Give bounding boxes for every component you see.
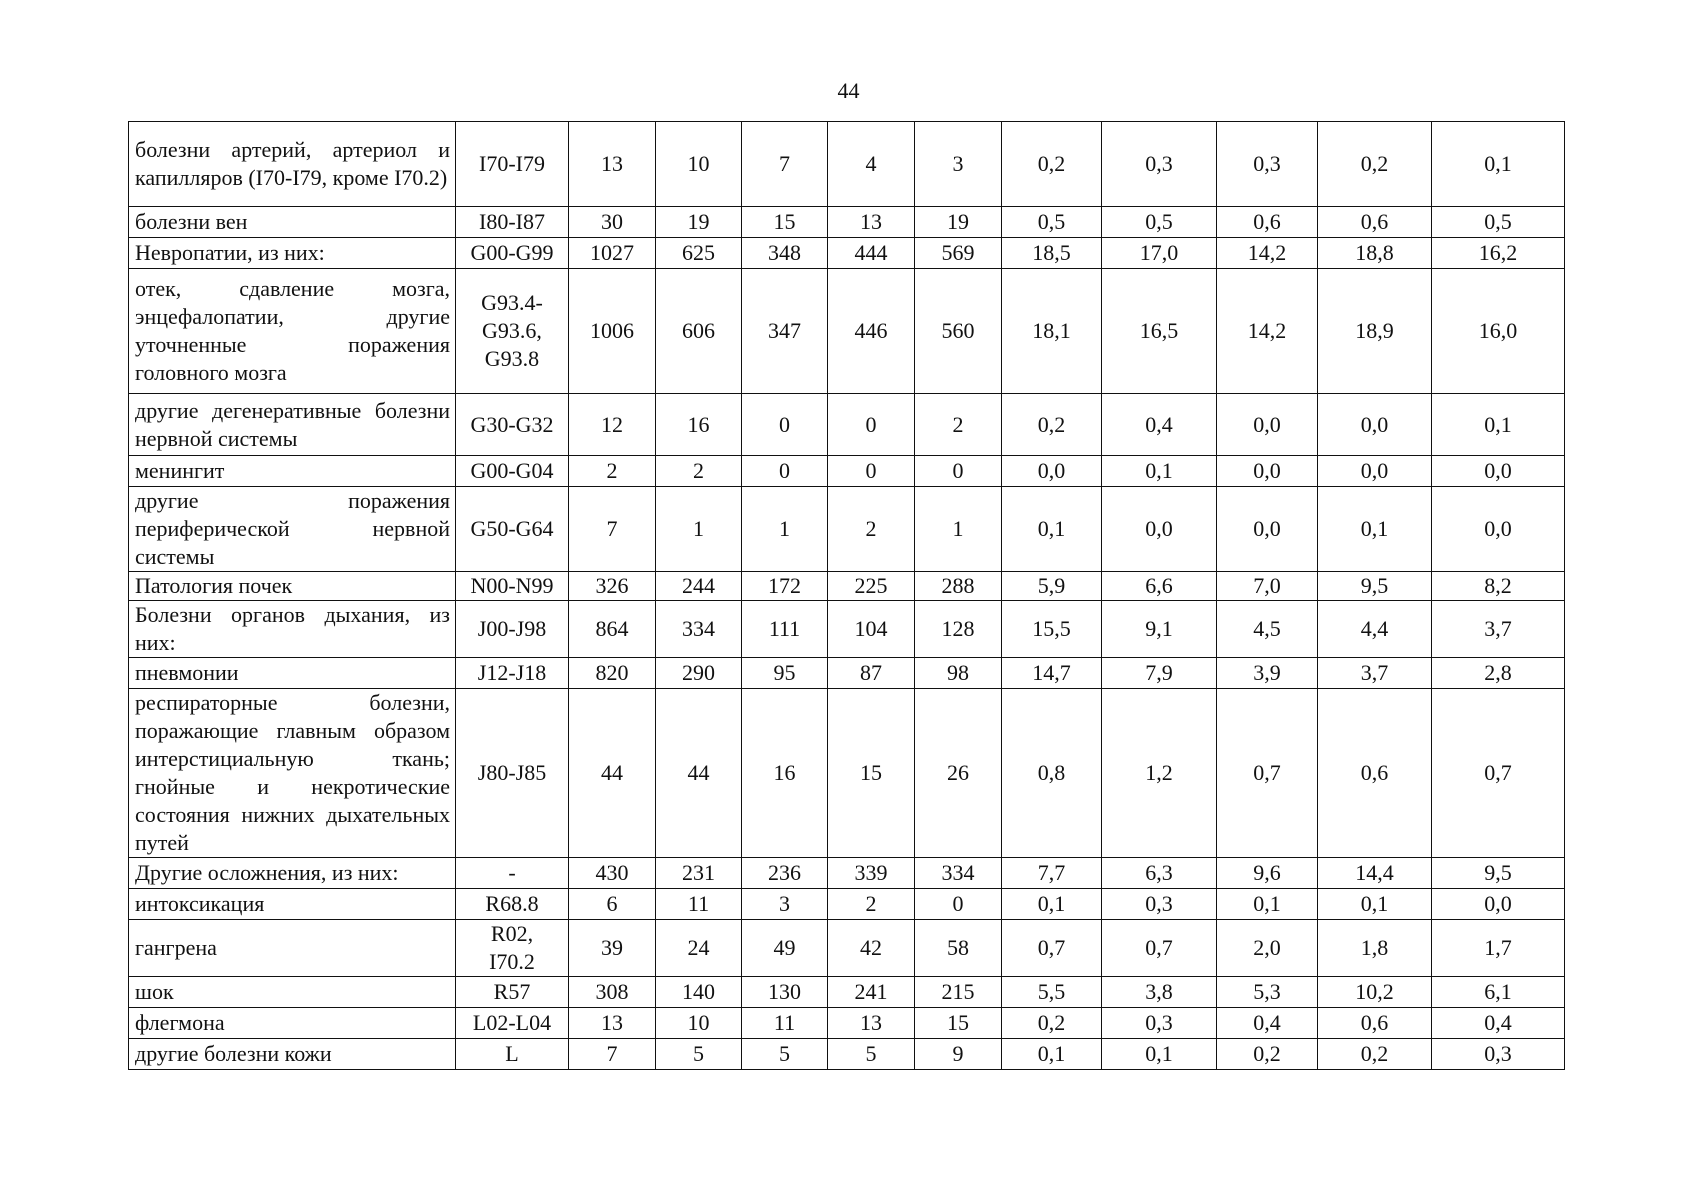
value-cell: 0,1 <box>1432 394 1565 456</box>
value-cell: 290 <box>656 658 742 689</box>
table-row <box>129 1008 1565 1039</box>
value-cell: 5,5 <box>1002 977 1102 1008</box>
value-cell: 225 <box>828 572 915 601</box>
value-cell: 0,4 <box>1217 1008 1318 1039</box>
value-cell: 24 <box>656 920 742 977</box>
value-cell: 5 <box>656 1039 742 1070</box>
value-cell: 17,0 <box>1102 238 1217 269</box>
value-cell: 2,0 <box>1217 920 1318 977</box>
value-cell: 1 <box>656 487 742 572</box>
table-row <box>129 1039 1565 1070</box>
value-cell: 2,8 <box>1432 658 1565 689</box>
icd-code-cell: J00-J98 <box>456 601 569 658</box>
value-cell: 18,1 <box>1002 269 1102 394</box>
table-row <box>129 977 1565 1008</box>
value-cell: 0 <box>742 394 828 456</box>
value-cell: 444 <box>828 238 915 269</box>
value-cell: 98 <box>915 658 1002 689</box>
value-cell: 13 <box>569 1008 656 1039</box>
value-cell: 6,1 <box>1432 977 1565 1008</box>
disease-name-cell: пневмонии <box>129 658 456 689</box>
value-cell: 0,7 <box>1432 689 1565 858</box>
value-cell: 4,4 <box>1318 601 1432 658</box>
disease-name-cell: болезни вен <box>129 207 456 238</box>
table-row <box>129 394 1565 456</box>
value-cell: 15 <box>828 689 915 858</box>
value-cell: 26 <box>915 689 1002 858</box>
value-cell: 16 <box>656 394 742 456</box>
table-row <box>129 889 1565 920</box>
icd-code-cell: G00-G04 <box>456 456 569 487</box>
value-cell: 16,0 <box>1432 269 1565 394</box>
value-cell: 10 <box>656 1008 742 1039</box>
value-cell: 14,7 <box>1002 658 1102 689</box>
disease-name-cell: другие болезни кожи <box>129 1039 456 1070</box>
value-cell: 130 <box>742 977 828 1008</box>
value-cell: 2 <box>828 889 915 920</box>
value-cell: 430 <box>569 858 656 889</box>
disease-name-cell: Невропатии, из них: <box>129 238 456 269</box>
value-cell: 7 <box>569 1039 656 1070</box>
icd-code-cell: - <box>456 858 569 889</box>
value-cell: 3,9 <box>1217 658 1318 689</box>
value-cell: 15,5 <box>1002 601 1102 658</box>
value-cell: 14,4 <box>1318 858 1432 889</box>
value-cell: 30 <box>569 207 656 238</box>
value-cell: 16 <box>742 689 828 858</box>
value-cell: 5 <box>742 1039 828 1070</box>
value-cell: 44 <box>656 689 742 858</box>
value-cell: 308 <box>569 977 656 1008</box>
disease-name-cell: болезни артерий, артериол и капилляров (I70-I79, кроме I70.2) <box>129 122 456 207</box>
value-cell: 15 <box>915 1008 1002 1039</box>
value-cell: 1,2 <box>1102 689 1217 858</box>
value-cell: 10,2 <box>1318 977 1432 1008</box>
value-cell: 18,8 <box>1318 238 1432 269</box>
value-cell: 0,8 <box>1002 689 1102 858</box>
value-cell: 339 <box>828 858 915 889</box>
value-cell: 560 <box>915 269 1002 394</box>
value-cell: 0,7 <box>1217 689 1318 858</box>
value-cell: 0,0 <box>1217 487 1318 572</box>
icd-code-cell: N00-N99 <box>456 572 569 601</box>
icd-code-cell: J12-J18 <box>456 658 569 689</box>
value-cell: 0,3 <box>1217 122 1318 207</box>
value-cell: 42 <box>828 920 915 977</box>
value-cell: 5,3 <box>1217 977 1318 1008</box>
value-cell: 1027 <box>569 238 656 269</box>
value-cell: 0,1 <box>1002 889 1102 920</box>
value-cell: 9,1 <box>1102 601 1217 658</box>
value-cell: 12 <box>569 394 656 456</box>
table-row <box>129 572 1565 601</box>
value-cell: 104 <box>828 601 915 658</box>
value-cell: 0,6 <box>1217 207 1318 238</box>
value-cell: 334 <box>656 601 742 658</box>
value-cell: 625 <box>656 238 742 269</box>
icd-code-cell: G00-G99 <box>456 238 569 269</box>
value-cell: 39 <box>569 920 656 977</box>
value-cell: 0,0 <box>1217 456 1318 487</box>
value-cell: 4,5 <box>1217 601 1318 658</box>
value-cell: 0,2 <box>1002 122 1102 207</box>
value-cell: 5 <box>828 1039 915 1070</box>
value-cell: 326 <box>569 572 656 601</box>
value-cell: 13 <box>828 1008 915 1039</box>
value-cell: 0,1 <box>1002 487 1102 572</box>
value-cell: 0,7 <box>1102 920 1217 977</box>
value-cell: 128 <box>915 601 1002 658</box>
value-cell: 7,7 <box>1002 858 1102 889</box>
value-cell: 0 <box>828 456 915 487</box>
value-cell: 0,6 <box>1318 207 1432 238</box>
value-cell: 348 <box>742 238 828 269</box>
value-cell: 0,0 <box>1318 394 1432 456</box>
value-cell: 0,2 <box>1217 1039 1318 1070</box>
value-cell: 0,0 <box>1102 487 1217 572</box>
table-row <box>129 858 1565 889</box>
value-cell: 0,2 <box>1318 122 1432 207</box>
icd-code-cell: R57 <box>456 977 569 1008</box>
value-cell: 0,1 <box>1002 1039 1102 1070</box>
value-cell: 347 <box>742 269 828 394</box>
value-cell: 0,0 <box>1432 487 1565 572</box>
value-cell: 0,1 <box>1432 122 1565 207</box>
value-cell: 7 <box>569 487 656 572</box>
value-cell: 2 <box>828 487 915 572</box>
value-cell: 0,3 <box>1102 122 1217 207</box>
value-cell: 9,5 <box>1318 572 1432 601</box>
disease-name-cell: Болезни органов дыхания, из них: <box>129 601 456 658</box>
value-cell: 1 <box>742 487 828 572</box>
value-cell: 0,0 <box>1318 456 1432 487</box>
disease-name-cell: менингит <box>129 456 456 487</box>
disease-name-cell: гангрена <box>129 920 456 977</box>
table-row <box>129 487 1565 572</box>
value-cell: 569 <box>915 238 1002 269</box>
value-cell: 11 <box>742 1008 828 1039</box>
value-cell: 244 <box>656 572 742 601</box>
value-cell: 172 <box>742 572 828 601</box>
value-cell: 0,2 <box>1002 1008 1102 1039</box>
value-cell: 3,8 <box>1102 977 1217 1008</box>
value-cell: 58 <box>915 920 1002 977</box>
value-cell: 19 <box>915 207 1002 238</box>
value-cell: 446 <box>828 269 915 394</box>
disease-name-cell: Патология почек <box>129 572 456 601</box>
statistics-table <box>128 121 1565 1070</box>
disease-name-cell: Другие осложнения, из них: <box>129 858 456 889</box>
icd-code-cell: L <box>456 1039 569 1070</box>
icd-code-cell: I70-I79 <box>456 122 569 207</box>
value-cell: 231 <box>656 858 742 889</box>
value-cell: 0,1 <box>1318 487 1432 572</box>
value-cell: 0,2 <box>1318 1039 1432 1070</box>
value-cell: 0,1 <box>1318 889 1432 920</box>
value-cell: 49 <box>742 920 828 977</box>
value-cell: 0,1 <box>1102 1039 1217 1070</box>
value-cell: 8,2 <box>1432 572 1565 601</box>
value-cell: 334 <box>915 858 1002 889</box>
value-cell: 0,5 <box>1432 207 1565 238</box>
value-cell: 1,8 <box>1318 920 1432 977</box>
value-cell: 0,5 <box>1002 207 1102 238</box>
value-cell: 7,0 <box>1217 572 1318 601</box>
value-cell: 111 <box>742 601 828 658</box>
value-cell: 820 <box>569 658 656 689</box>
value-cell: 0 <box>742 456 828 487</box>
value-cell: 0 <box>915 456 1002 487</box>
value-cell: 6,6 <box>1102 572 1217 601</box>
disease-name-cell: интоксикация <box>129 889 456 920</box>
value-cell: 7 <box>742 122 828 207</box>
value-cell: 0,7 <box>1002 920 1102 977</box>
table-row <box>129 238 1565 269</box>
table-row <box>129 269 1565 394</box>
value-cell: 0,1 <box>1102 456 1217 487</box>
table-row <box>129 207 1565 238</box>
disease-name-cell: флегмона <box>129 1008 456 1039</box>
value-cell: 19 <box>656 207 742 238</box>
value-cell: 9,6 <box>1217 858 1318 889</box>
value-cell: 6 <box>569 889 656 920</box>
value-cell: 2 <box>915 394 1002 456</box>
value-cell: 1006 <box>569 269 656 394</box>
value-cell: 7,9 <box>1102 658 1217 689</box>
value-cell: 0,0 <box>1002 456 1102 487</box>
value-cell: 18,5 <box>1002 238 1102 269</box>
value-cell: 0,3 <box>1432 1039 1565 1070</box>
value-cell: 0,3 <box>1102 889 1217 920</box>
value-cell: 10 <box>656 122 742 207</box>
disease-name-cell: другие дегенеративные болезни нервной системы <box>129 394 456 456</box>
value-cell: 9 <box>915 1039 1002 1070</box>
icd-code-cell: I80-I87 <box>456 207 569 238</box>
value-cell: 606 <box>656 269 742 394</box>
value-cell: 15 <box>742 207 828 238</box>
icd-code-cell: R68.8 <box>456 889 569 920</box>
value-cell: 16,2 <box>1432 238 1565 269</box>
value-cell: 14,2 <box>1217 269 1318 394</box>
value-cell: 44 <box>569 689 656 858</box>
disease-name-cell: шок <box>129 977 456 1008</box>
value-cell: 0 <box>828 394 915 456</box>
value-cell: 13 <box>828 207 915 238</box>
value-cell: 0,0 <box>1217 394 1318 456</box>
table-row <box>129 601 1565 658</box>
value-cell: 0,0 <box>1432 456 1565 487</box>
value-cell: 18,9 <box>1318 269 1432 394</box>
icd-code-cell: G30-G32 <box>456 394 569 456</box>
value-cell: 6,3 <box>1102 858 1217 889</box>
icd-code-cell: G93.4- G93.6, G93.8 <box>456 269 569 394</box>
value-cell: 5,9 <box>1002 572 1102 601</box>
value-cell: 0,6 <box>1318 1008 1432 1039</box>
value-cell: 864 <box>569 601 656 658</box>
disease-name-cell: отек, сдавление мозга, энцефалопатии, другие уточненные поражения головного мозга <box>129 269 456 394</box>
table-row <box>129 920 1565 977</box>
value-cell: 3 <box>742 889 828 920</box>
value-cell: 0,2 <box>1002 394 1102 456</box>
value-cell: 215 <box>915 977 1002 1008</box>
value-cell: 0,6 <box>1318 689 1432 858</box>
icd-code-cell: G50-G64 <box>456 487 569 572</box>
value-cell: 13 <box>569 122 656 207</box>
table-row <box>129 689 1565 858</box>
value-cell: 3 <box>915 122 1002 207</box>
value-cell: 9,5 <box>1432 858 1565 889</box>
value-cell: 0,1 <box>1217 889 1318 920</box>
disease-name-cell: респираторные болезни, поражающие главным образом интерстициальную ткань; гнойные и некротические состояния нижних дыхательных путей <box>129 689 456 858</box>
table-row <box>129 456 1565 487</box>
value-cell: 4 <box>828 122 915 207</box>
table-row <box>129 122 1565 207</box>
value-cell: 2 <box>656 456 742 487</box>
value-cell: 2 <box>569 456 656 487</box>
value-cell: 14,2 <box>1217 238 1318 269</box>
value-cell: 0,3 <box>1102 1008 1217 1039</box>
value-cell: 0,4 <box>1432 1008 1565 1039</box>
value-cell: 0,4 <box>1102 394 1217 456</box>
icd-code-cell: J80-J85 <box>456 689 569 858</box>
value-cell: 1 <box>915 487 1002 572</box>
value-cell: 1,7 <box>1432 920 1565 977</box>
table-row <box>129 658 1565 689</box>
value-cell: 11 <box>656 889 742 920</box>
value-cell: 3,7 <box>1432 601 1565 658</box>
page-number: 44 <box>837 78 860 103</box>
value-cell: 95 <box>742 658 828 689</box>
value-cell: 87 <box>828 658 915 689</box>
value-cell: 236 <box>742 858 828 889</box>
value-cell: 140 <box>656 977 742 1008</box>
value-cell: 16,5 <box>1102 269 1217 394</box>
value-cell: 0 <box>915 889 1002 920</box>
value-cell: 0,0 <box>1432 889 1565 920</box>
icd-code-cell: L02-L04 <box>456 1008 569 1039</box>
value-cell: 241 <box>828 977 915 1008</box>
icd-code-cell: R02, I70.2 <box>456 920 569 977</box>
value-cell: 0,5 <box>1102 207 1217 238</box>
value-cell: 3,7 <box>1318 658 1432 689</box>
value-cell: 288 <box>915 572 1002 601</box>
disease-name-cell: другие поражения периферической нервной системы <box>129 487 456 572</box>
